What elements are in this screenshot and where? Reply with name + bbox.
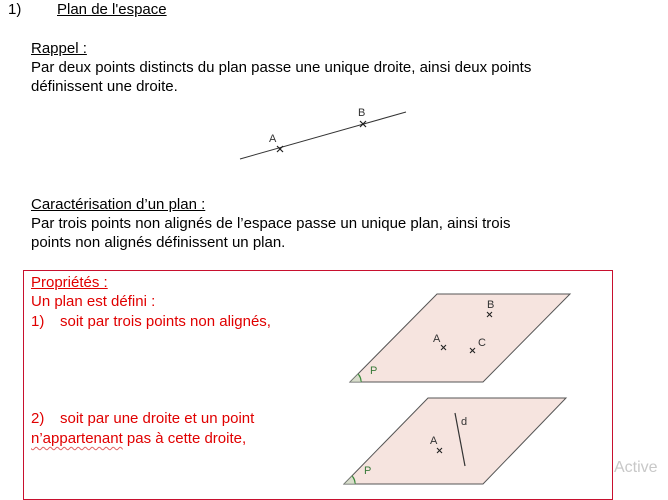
item2-number: 2) [31, 410, 45, 427]
caracterisation-line2: points non alignés définissent un plan. [31, 234, 286, 251]
label-line-d: d [461, 416, 468, 428]
section-number: 1) [8, 1, 22, 18]
plane2-label-a: A [430, 435, 438, 447]
plane1-label-a: A [433, 333, 441, 345]
caracterisation-heading: Caractérisation d’un plan : [31, 196, 206, 213]
item2-text-line1: soit par une droite et un point [60, 410, 255, 427]
item1-text: soit par trois points non alignés, [60, 313, 271, 330]
item2-text-line2-rest: pas à cette droite, [122, 430, 247, 447]
spellcheck-word: n’appartenant [31, 430, 123, 447]
plane1-label-b: B [487, 299, 495, 311]
plane-2 [344, 398, 566, 484]
rappel-line1: Par deux points distincts du plan passe une unique droite, ainsi deux points [31, 59, 532, 76]
proprietes-intro: Un plan est défini : [31, 293, 156, 310]
plane-1 [350, 294, 570, 382]
rappel-line2: définissent une droite. [31, 78, 178, 95]
rappel-heading: Rappel : [31, 40, 87, 57]
plane1-label-c: C [478, 337, 486, 349]
label-point-a: A [269, 133, 277, 145]
caracterisation-line1: Par trois points non alignés de l’espace passe un unique plan, ainsi trois [31, 215, 511, 232]
section-title: Plan de l'espace [57, 1, 167, 18]
proprietes-heading: Propriétés : [31, 274, 108, 291]
plane-2-label: P [364, 465, 372, 477]
item1-number: 1) [31, 313, 45, 330]
plane-1-label: P [370, 365, 378, 377]
activation-watermark: Active [614, 459, 658, 476]
label-point-b: B [358, 107, 366, 119]
